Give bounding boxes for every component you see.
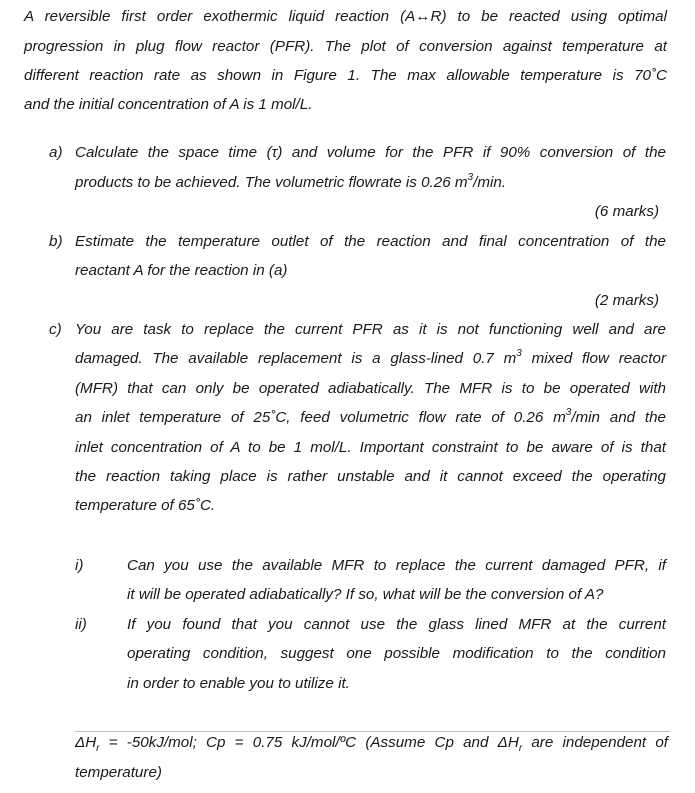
subquestion-ii-label: ii) [75,616,87,633]
question-c-line-6: the reaction taking place is rather unstable and it cannot exceed the operating [75,468,666,485]
intro-line-3: different reaction rate as shown in Figure 1. The max allowable temperature is 70˚C [24,67,667,84]
question-c-line-4: an inlet temperature of 25˚C, feed volumetric flow rate of 0.26 $m^3/\min$ and the [75,406,666,426]
divider-line [75,731,670,732]
subquestion-i-label: i) [75,557,84,574]
given-data-line-1: $\Delta H_r = -50kJ/mol$; Cp = 0.75 kJ/mol/ºC (Assume Cp and $\Delta H_r$ are independent of [75,734,669,755]
question-b-line-2: reactant A for the reaction in (a) [75,262,288,279]
subquestion-ii-line-1: If you found that you cannot use the glass lined MFR at the current [127,616,666,633]
question-a-line-1: Calculate the space time (τ) and volume for the PFR if 90% conversion of the [75,144,666,161]
question-c-line-7: temperature of 65˚C. [75,497,216,514]
question-b-label: b) [49,233,63,250]
intro-line-1: A reversible first order exothermic liquid reaction (A↔R) to be reacted using optimal [24,8,667,25]
intro-line-4: and the initial concentration of A is 1 mol/L. [24,96,313,113]
intro-line-2: progression in plug flow reactor (PFR). The plot of conversion against temperature at [24,38,667,55]
question-b-marks: (2 marks) [594,292,659,309]
question-a-label: a) [49,144,63,161]
question-c-line-1: You are task to replace the current PFR as it is not functioning well and are [75,321,666,338]
question-a-marks: (6 marks) [594,203,659,220]
question-c-label: c) [49,321,62,338]
given-data-line-2: temperature) [75,764,162,781]
subquestion-ii-line-2: operating condition, suggest one possible modification to the condition [127,645,666,662]
subquestion-i-line-2: it will be operated adiabatically? If so, what will be the conversion of A? [127,586,604,603]
question-c-line-5: inlet concentration of A to be 1 mol/L. Important constraint to be aware of is that [75,439,666,456]
subquestion-i-line-1: Can you use the available MFR to replace the current damaged PFR, if [127,557,666,574]
subquestion-ii-line-3: in order to enable you to utilize it. [127,675,350,692]
question-b-line-1: Estimate the temperature outlet of the reaction and final concentration of the [75,233,666,250]
question-a-line-2: products to be achieved. The volumetric flowrate is 0.26 $m^3/\min$. [75,171,507,191]
question-c-line-3: (MFR) that can only be operated adiabatically. The MFR is to be operated with [75,380,666,397]
question-c-line-2: damaged. The available replacement is a glass-lined 0.7 $m^3$ mixed flow reactor [75,347,666,367]
